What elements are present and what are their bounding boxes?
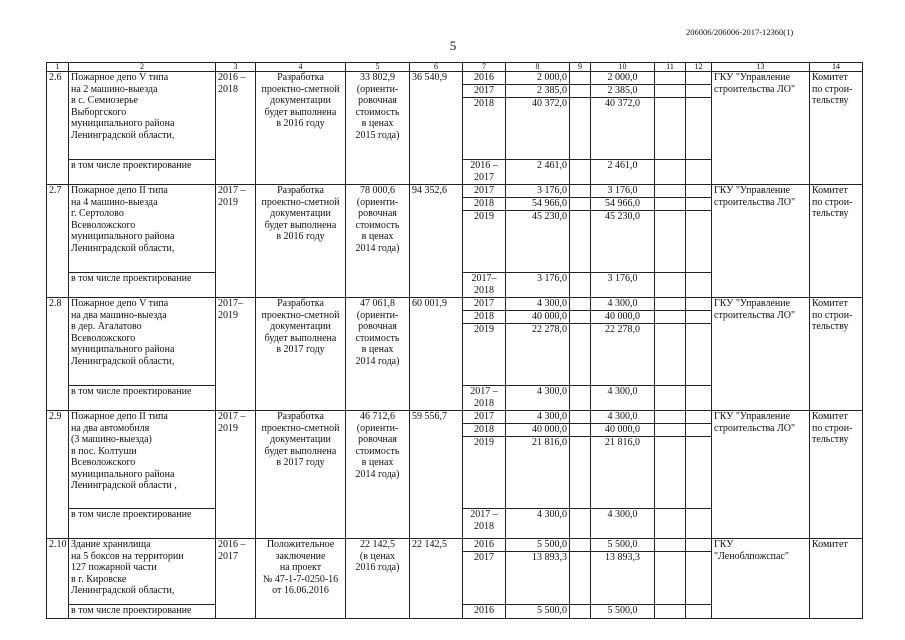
text-line: на два автомобиля — [71, 422, 150, 434]
design-amount-col10: 2 461,0 — [591, 160, 655, 185]
text-line: (3 машино-выезда) — [71, 434, 152, 445]
text-line: заключение — [275, 550, 326, 562]
empty-col9 — [570, 411, 591, 509]
empty-col9 — [570, 273, 591, 298]
empty-col9 — [570, 605, 591, 619]
text-line: на 2 машино-выезда — [71, 83, 158, 95]
year-value: 2017 — [463, 551, 505, 564]
year-value: 2018 — [463, 423, 505, 436]
design-year — [463, 273, 506, 298]
item-number: 2.8 — [47, 298, 69, 411]
text-line: проектно-сметной — [261, 83, 340, 95]
text-line: стоимость — [355, 106, 400, 118]
amount-value: 3 176,0 — [537, 185, 567, 196]
year-value: 2019 — [463, 323, 505, 336]
design-note — [256, 411, 346, 539]
text-line: в с. Семиозерье — [71, 95, 138, 106]
amount-value: 54 966,0 — [591, 197, 654, 210]
year-value: 2019 — [463, 436, 505, 449]
empty-col9 — [570, 386, 591, 411]
text-line: на 4 машино-выезда — [71, 196, 158, 208]
design-year — [463, 509, 506, 539]
design-amount-col8: 2 461,0 — [506, 160, 570, 185]
committee — [810, 298, 863, 411]
text-line: ГКУ — [714, 539, 734, 550]
design-year — [463, 386, 506, 411]
design-amount-col8: 4 300,0 — [506, 509, 570, 539]
text-line: ровочная — [358, 208, 397, 219]
item-number: 2.10 — [47, 539, 69, 619]
year-value: 2019 — [463, 210, 505, 223]
text-line: тельству — [812, 95, 849, 106]
amount-value: 22 278,0 — [506, 323, 569, 336]
text-line: (ориенти- — [356, 309, 399, 321]
object-name — [69, 185, 216, 273]
text-line: проектно-сметной — [261, 422, 340, 434]
text-line: 2018 — [474, 284, 494, 296]
text-line: в 2016 году — [276, 118, 325, 129]
amount-value: 40 372,0 — [506, 97, 569, 110]
text-line: муниципального района — [71, 231, 175, 242]
text-line: Разработка — [277, 185, 324, 196]
year-value: 2018 — [463, 310, 505, 323]
object-name — [69, 539, 216, 605]
empty-col12 — [686, 605, 712, 619]
amount-value: 40 372,0 — [591, 97, 654, 110]
amount-value: 4 300,0 — [607, 298, 638, 309]
total-cost: 59 556,7 — [410, 411, 463, 539]
design-year — [463, 160, 506, 185]
column-number: 6 — [410, 63, 463, 72]
text-line: строительства ЛО" — [714, 83, 796, 95]
empty-col9 — [570, 160, 591, 185]
text-line: по строи- — [812, 309, 853, 321]
amount-value: 2 000,0 — [537, 72, 567, 83]
text-line: муниципального района — [71, 468, 175, 480]
table-row — [47, 298, 863, 386]
empty-col9 — [570, 509, 591, 539]
text-line: Здание хранилища — [71, 539, 151, 550]
period — [216, 411, 256, 539]
amount-col10 — [591, 298, 655, 386]
design-label: в том числе проектирование — [69, 160, 216, 185]
year-list — [463, 185, 506, 273]
column-number: 12 — [686, 63, 712, 72]
table-row — [47, 185, 863, 273]
text-line: 2019 — [218, 196, 238, 208]
estimated-cost — [346, 298, 410, 411]
design-year — [463, 605, 506, 619]
empty-col12 — [686, 509, 712, 539]
text-line: документации — [270, 95, 331, 106]
column-number: 8 — [506, 63, 570, 72]
text-line: Ленинградской области, — [71, 242, 175, 254]
empty-col11 — [655, 185, 686, 273]
text-line: Всеволожского — [71, 457, 136, 468]
empty-col11 — [655, 509, 686, 539]
text-line: 2015 года) — [355, 129, 400, 141]
year-value: 2016 — [474, 72, 494, 83]
design-amount-col10: 4 300,0 — [591, 386, 655, 411]
amount-col10 — [591, 72, 655, 160]
design-note — [256, 298, 346, 411]
text-line: (ориенти- — [356, 422, 399, 434]
object-name — [69, 72, 216, 160]
committee — [810, 411, 863, 539]
text-line: в 2017 году — [276, 344, 325, 355]
estimated-cost — [346, 185, 410, 298]
text-line: будет выполнена — [264, 219, 337, 231]
design-amount-col10: 5 500,0 — [591, 605, 655, 619]
year-value: 2018 — [463, 97, 505, 110]
table-row — [47, 72, 863, 160]
text-line: ровочная — [358, 434, 397, 445]
text-line: будет выполнена — [264, 106, 337, 118]
text-line: 2017 – — [470, 509, 498, 520]
column-number: 4 — [256, 63, 346, 72]
amount-col8 — [506, 185, 570, 273]
empty-col11 — [655, 273, 686, 298]
text-line: 2017 – — [218, 185, 246, 196]
text-line: 2017– — [218, 298, 243, 309]
column-number-row — [47, 63, 863, 72]
text-line: тельству — [812, 321, 849, 332]
empty-col11 — [655, 298, 686, 386]
design-note — [256, 539, 346, 619]
amount-value: 40 000,0 — [591, 423, 654, 436]
amount-value: 45 230,0 — [591, 210, 654, 223]
design-label: в том числе проектирование — [69, 509, 216, 539]
table-row — [47, 411, 863, 509]
text-line: Разработка — [277, 411, 324, 422]
text-line: 22 142,5 — [360, 539, 395, 550]
text-line: по строи- — [812, 422, 853, 434]
amount-value: 40 000,0 — [506, 310, 569, 323]
text-line: "Леноблпожспас" — [714, 550, 789, 562]
text-line: по строи- — [812, 83, 853, 95]
text-line: Положительное — [266, 539, 335, 550]
responsible-org — [712, 72, 810, 185]
text-line: Пожарное депо II типа — [71, 185, 168, 196]
table-row — [47, 539, 863, 605]
text-line: Разработка — [277, 72, 324, 83]
empty-col12 — [686, 411, 712, 509]
text-line: тельству — [812, 434, 849, 445]
text-line: тельству — [812, 208, 849, 219]
text-line: 46 712,6 — [360, 411, 395, 422]
text-line: г. Сертолово — [71, 208, 124, 219]
text-line: Ленинградской области, — [71, 129, 175, 141]
amount-col8 — [506, 298, 570, 386]
text-line: строительства ЛО" — [714, 196, 796, 208]
text-line: Ленинградской области, — [71, 355, 175, 367]
amount-value: 40 000,0 — [506, 423, 569, 436]
empty-col12 — [686, 539, 712, 605]
text-line: 33 802,9 — [360, 72, 395, 83]
responsible-org — [712, 185, 810, 298]
empty-col11 — [655, 539, 686, 605]
program-table — [46, 62, 863, 619]
estimated-cost — [346, 72, 410, 185]
text-line: 2018 — [474, 397, 494, 409]
empty-col9 — [570, 185, 591, 273]
responsible-org — [712, 411, 810, 539]
text-line: (ориенти- — [356, 196, 399, 208]
column-number: 3 — [216, 63, 256, 72]
text-line: будет выполнена — [264, 332, 337, 344]
text-line: 127 пожарной части — [71, 562, 157, 573]
text-line: муниципального района — [71, 344, 175, 355]
total-cost: 36 540,9 — [410, 72, 463, 185]
text-line: стоимость — [355, 332, 400, 344]
period — [216, 185, 256, 298]
text-line: 47 061,8 — [360, 298, 395, 309]
design-amount-col10: 3 176,0 — [591, 273, 655, 298]
text-line: Комитет — [812, 298, 848, 309]
text-line: в пос. Колтуши — [71, 445, 137, 457]
committee — [810, 539, 863, 619]
amount-value: 2 385,0 — [591, 84, 654, 97]
text-line: документации — [270, 434, 331, 445]
document-id: 206006/206006-2017-12360(1) — [686, 27, 794, 37]
text-line: 2016 – — [218, 539, 246, 550]
item-number: 2.6 — [47, 72, 69, 185]
responsible-org — [712, 539, 810, 619]
year-value: 2017 — [463, 84, 505, 97]
column-number: 9 — [570, 63, 591, 72]
total-cost: 22 142,5 — [410, 539, 463, 619]
text-line: документации — [270, 208, 331, 219]
text-line: Ленинградской области , — [71, 480, 177, 491]
design-amount-col10: 4 300,0 — [591, 509, 655, 539]
text-line: Разработка — [277, 298, 324, 309]
text-line: 2018 — [474, 520, 494, 532]
year-list — [463, 539, 506, 605]
year-list — [463, 72, 506, 160]
text-line: в дер. Агалатово — [71, 321, 142, 332]
amount-value: 45 230,0 — [506, 210, 569, 223]
estimated-cost — [346, 539, 410, 619]
text-line: Комитет — [812, 185, 848, 196]
text-line: в ценах — [361, 231, 394, 242]
text-line: 2016 — [474, 605, 494, 616]
design-amount-col8: 3 176,0 — [506, 273, 570, 298]
text-line: 2019 — [218, 422, 238, 434]
design-note — [256, 185, 346, 298]
period — [216, 298, 256, 411]
responsible-org — [712, 298, 810, 411]
amount-col8 — [506, 411, 570, 509]
text-line: документации — [270, 321, 331, 332]
page-number: 5 — [449, 38, 457, 53]
text-line: 2014 года) — [355, 468, 400, 480]
empty-col12 — [686, 72, 712, 160]
text-line: 2014 года) — [355, 242, 400, 254]
amount-value: 13 893,3 — [506, 551, 569, 564]
empty-col11 — [655, 160, 686, 185]
empty-col11 — [655, 386, 686, 411]
empty-col11 — [655, 72, 686, 160]
amount-value: 13 893,3 — [591, 551, 654, 564]
text-line: 2016 – — [470, 160, 498, 171]
object-name — [69, 298, 216, 386]
text-line: ровочная — [358, 321, 397, 332]
text-line: Всеволожского — [71, 332, 136, 344]
amount-value: 4 300,0 — [607, 411, 638, 422]
text-line: 2017 – — [470, 386, 498, 397]
amount-value: 5 500,0 — [537, 539, 567, 550]
text-line: на два машино-выезда — [71, 309, 167, 321]
empty-col11 — [655, 605, 686, 619]
amount-col8 — [506, 539, 570, 605]
design-label: в том числе проектирование — [69, 605, 216, 619]
empty-col12 — [686, 298, 712, 386]
text-line: в 2016 году — [276, 231, 325, 242]
text-line: в г. Кировске — [71, 573, 127, 585]
design-note — [256, 72, 346, 185]
text-line: 2017 – — [218, 411, 246, 422]
text-line: (в ценах — [359, 550, 396, 562]
amount-value: 3 176,0 — [607, 185, 638, 196]
amount-value: 2 000,0 — [607, 72, 638, 83]
text-line: Выборгского — [71, 106, 127, 118]
text-line: в ценах — [361, 457, 394, 468]
text-line: 78 000,6 — [360, 185, 395, 196]
item-number: 2.9 — [47, 411, 69, 539]
text-line: Комитет — [812, 72, 848, 83]
total-cost: 94 352,6 — [410, 185, 463, 298]
text-line: 2018 — [218, 83, 238, 95]
empty-col9 — [570, 298, 591, 386]
design-amount-col8: 4 300,0 — [506, 386, 570, 411]
text-line: ровочная — [358, 95, 397, 106]
text-line: ГКУ "Управление — [714, 298, 791, 309]
text-line: муниципального района — [71, 118, 175, 129]
amount-col10 — [591, 185, 655, 273]
empty-col12 — [686, 160, 712, 185]
text-line: строительства ЛО" — [714, 309, 796, 321]
text-line: Пожарное депо V типа — [71, 72, 169, 83]
text-line: Всеволожского — [71, 219, 136, 231]
year-value: 2017 — [474, 185, 494, 196]
estimated-cost — [346, 411, 410, 539]
text-line: по строи- — [812, 196, 853, 208]
design-amount-col8: 5 500,0 — [506, 605, 570, 619]
text-line: ГКУ "Управление — [714, 72, 791, 83]
text-line: в 2017 году — [276, 457, 325, 468]
empty-col9 — [570, 72, 591, 160]
text-line: стоимость — [355, 445, 400, 457]
empty-col9 — [570, 539, 591, 605]
amount-col10 — [591, 539, 655, 605]
text-line: в ценах — [361, 344, 394, 355]
text-line: 2017– — [471, 273, 497, 284]
text-line: стоимость — [355, 219, 400, 231]
amount-value: 5 500,0 — [607, 539, 638, 550]
text-line: Ленинградской области, — [71, 585, 175, 596]
year-value: 2017 — [474, 411, 494, 422]
empty-col12 — [686, 185, 712, 273]
amount-value: 21 816,0 — [591, 436, 654, 449]
text-line: в ценах — [361, 118, 394, 129]
text-line: будет выполнена — [264, 445, 337, 457]
amount-col8 — [506, 72, 570, 160]
text-line: 2017 — [474, 171, 494, 183]
column-number: 5 — [346, 63, 410, 72]
text-line: проектно-сметной — [261, 309, 340, 321]
text-line: 2016 – — [218, 72, 246, 83]
text-line: от 16.06.2016 — [272, 585, 329, 596]
text-line: 2014 года) — [355, 355, 400, 367]
text-line: № 47-1-7-0250-16 — [262, 573, 339, 585]
column-number: 11 — [655, 63, 686, 72]
empty-col12 — [686, 386, 712, 411]
column-number: 2 — [69, 63, 216, 72]
amount-value: 21 816,0 — [506, 436, 569, 449]
amount-value: 22 278,0 — [591, 323, 654, 336]
object-name — [69, 411, 216, 509]
text-line: строительства ЛО" — [714, 422, 796, 434]
text-line: проектно-сметной — [261, 196, 340, 208]
column-number: 10 — [591, 63, 655, 72]
amount-value: 4 300,0 — [537, 411, 567, 422]
amount-value: 40 000,0 — [591, 310, 654, 323]
text-line: 2019 — [218, 309, 238, 321]
column-number: 7 — [463, 63, 506, 72]
empty-col12 — [686, 273, 712, 298]
text-line: ГКУ "Управление — [714, 411, 791, 422]
amount-value: 4 300,0 — [537, 298, 567, 309]
text-line: 2016 года) — [355, 562, 400, 573]
design-label: в том числе проектирование — [69, 386, 216, 411]
year-value: 2018 — [463, 197, 505, 210]
total-cost: 60 001,9 — [410, 298, 463, 411]
column-number: 1 — [47, 63, 69, 72]
column-number: 14 — [810, 63, 863, 72]
year-value: 2017 — [474, 298, 494, 309]
text-line: Комитет — [812, 411, 848, 422]
text-line: ГКУ "Управление — [714, 185, 791, 196]
text-line: на 5 боксов на территории — [71, 550, 184, 562]
design-label: в том числе проектирование — [69, 273, 216, 298]
amount-col10 — [591, 411, 655, 509]
amount-value: 2 385,0 — [506, 84, 569, 97]
empty-col11 — [655, 411, 686, 509]
period — [216, 539, 256, 619]
text-line: Пожарное депо V типа — [71, 298, 169, 309]
amount-value: 54 966,0 — [506, 197, 569, 210]
committee — [810, 185, 863, 298]
text-line: на проект — [279, 562, 322, 573]
text-line: (ориенти- — [356, 83, 399, 95]
year-list — [463, 298, 506, 386]
period — [216, 72, 256, 185]
column-number: 13 — [712, 63, 810, 72]
text-line: Пожарное депо II типа — [71, 411, 168, 422]
year-value: 2016 — [474, 539, 494, 550]
item-number: 2.7 — [47, 185, 69, 298]
text-line: 2017 — [218, 550, 238, 562]
committee — [810, 72, 863, 185]
text-line: Комитет — [812, 539, 848, 550]
year-list — [463, 411, 506, 509]
